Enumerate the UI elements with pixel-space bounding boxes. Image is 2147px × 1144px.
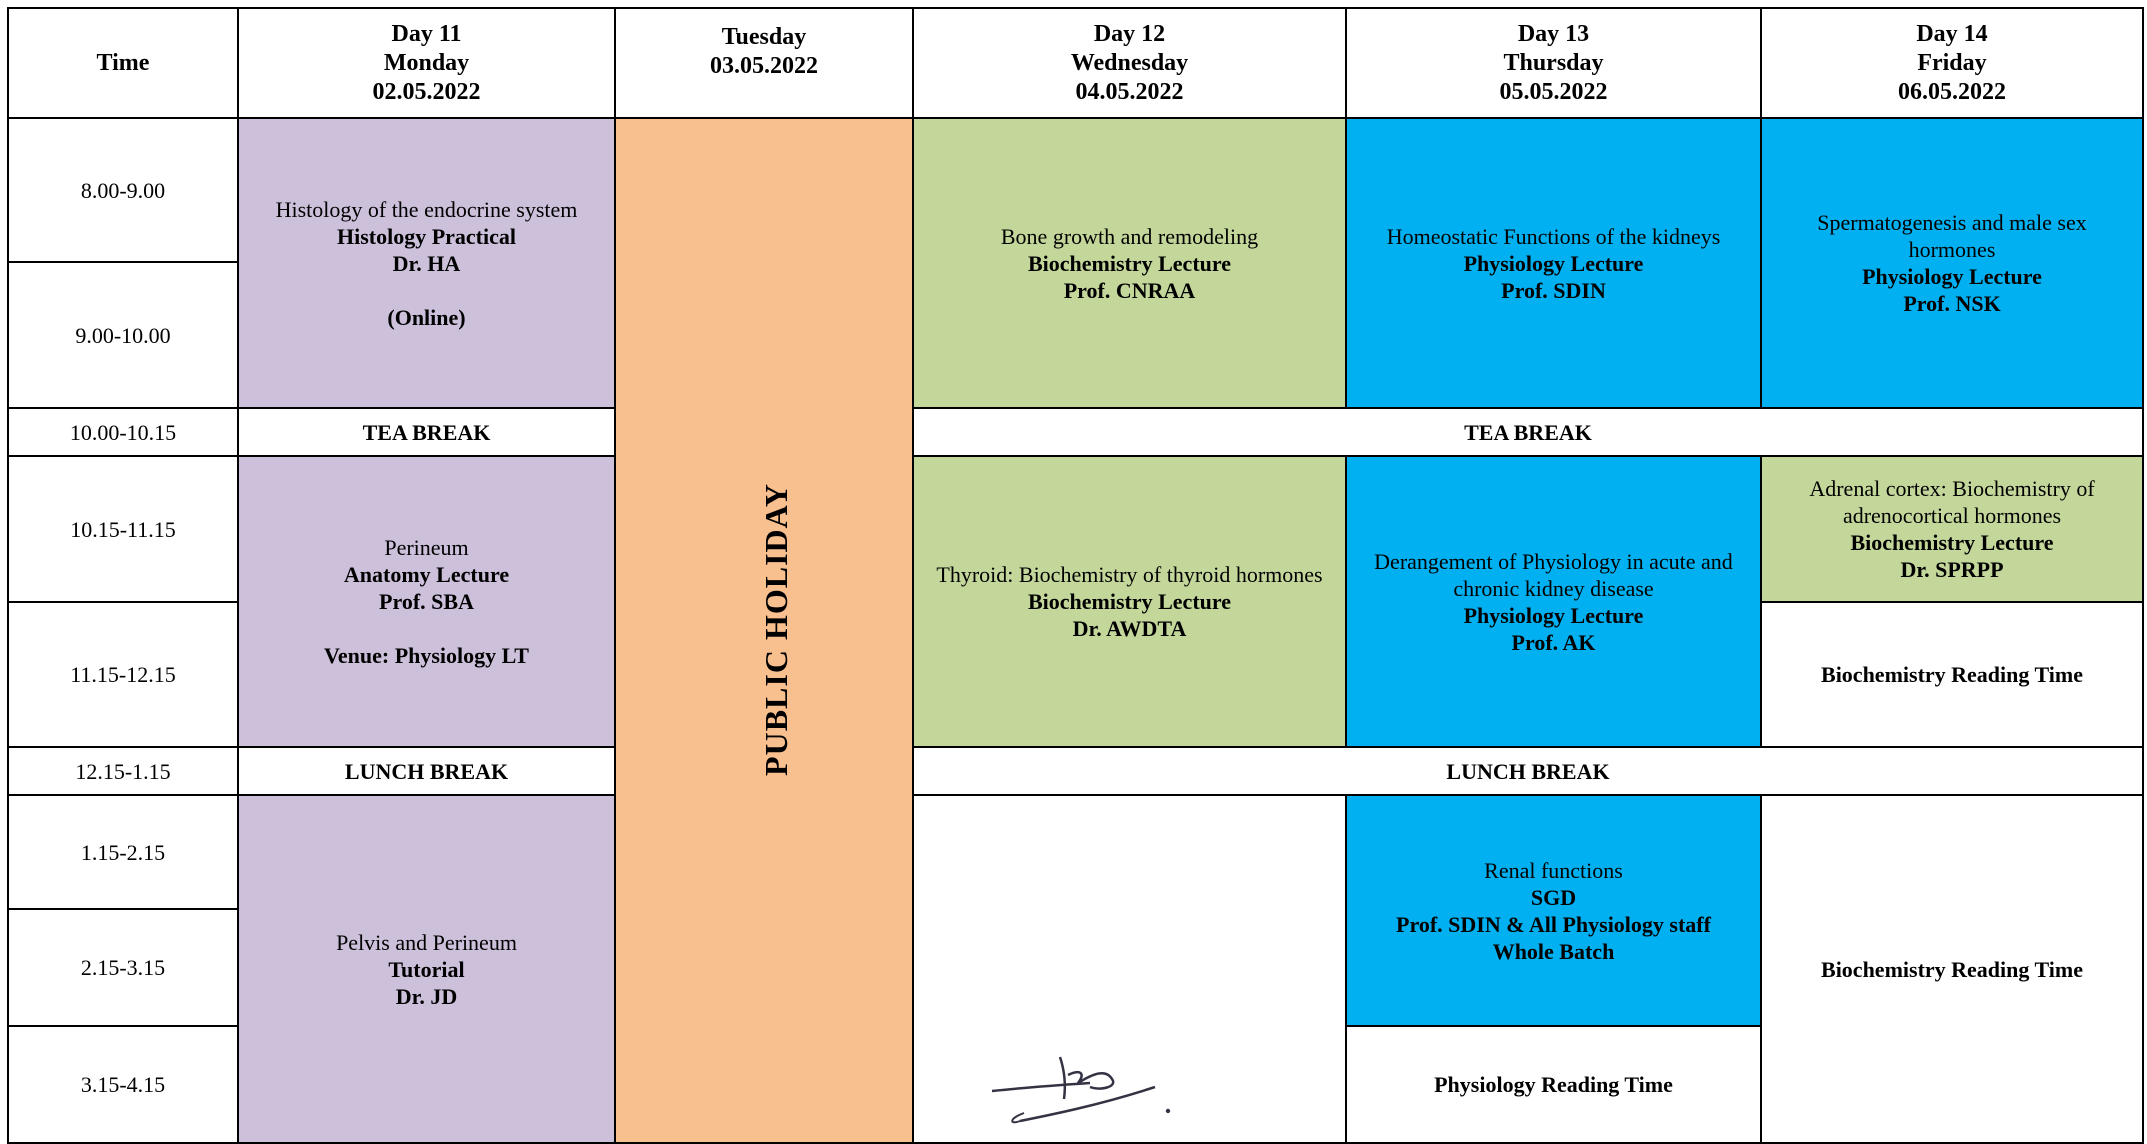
date: 02.05.2022: [372, 78, 481, 105]
time-slot: 10.00-10.15: [8, 408, 238, 456]
session-fri-3: Biochemistry Reading Time: [1761, 602, 2143, 747]
session-lecturer: Dr. SPRPP: [1900, 557, 2004, 582]
session-type: Physiology Lecture: [1862, 264, 2042, 289]
lunch-break: LUNCH BREAK: [913, 747, 2143, 795]
weekday: Wednesday: [1070, 49, 1189, 76]
time-slot: 1.15-2.15: [8, 795, 238, 909]
session-title: Adrenal cortex: Biochemistry of adrenocortical hormones: [1809, 476, 2095, 528]
timetable: [7, 7, 2144, 1144]
session-lecturer: Dr. HA: [392, 250, 461, 276]
session-type: Physiology Lecture: [1463, 602, 1644, 628]
header-wednesday: [913, 8, 1346, 118]
session-thu-4: Physiology Reading Time: [1346, 1026, 1761, 1143]
session-fri-1: [1761, 118, 2143, 408]
header-row: [8, 8, 2143, 118]
time-slot: 9.00-10.00: [8, 262, 238, 408]
session-mon-3: [238, 795, 615, 1143]
time-slot: 8.00-9.00: [8, 118, 238, 262]
session-thu-3: [1346, 795, 1761, 1026]
session-title: Renal functions: [1484, 857, 1623, 883]
weekday: Friday: [1917, 49, 1987, 76]
session-title: Perineum: [384, 535, 469, 560]
time-slot: 2.15-3.15: [8, 909, 238, 1026]
session-type: Physiology Lecture: [1463, 250, 1644, 276]
session-title: Pelvis and Perineum: [336, 929, 517, 955]
session-type: Biochemistry Lecture: [1027, 589, 1232, 614]
date: 06.05.2022: [1898, 78, 2006, 105]
timetable-row: [8, 408, 2143, 456]
day-number: Day 12: [1093, 20, 1166, 47]
session-fri-4: Biochemistry Reading Time: [1761, 795, 2143, 1143]
public-holiday-label: PUBLIC HOLIDAY: [757, 482, 794, 776]
time-header: Time: [8, 8, 238, 118]
session-wed-2: [913, 456, 1346, 747]
day-number: Day 11: [391, 20, 462, 47]
timetable-row: [8, 456, 2143, 602]
session-title: Spermatogenesis and male sex hormones: [1817, 210, 2087, 262]
weekday: Thursday: [1503, 49, 1604, 76]
tea-break: TEA BREAK: [913, 408, 2143, 456]
session-mon-2: [238, 456, 615, 747]
header-monday: [238, 8, 615, 118]
session-fri-2: [1761, 456, 2143, 602]
session-lecturer: Prof. SBA: [379, 589, 474, 614]
session-lecturer: Dr. AWDTA: [1072, 616, 1187, 641]
session-note: (Online): [387, 304, 466, 330]
date: 04.05.2022: [1075, 78, 1184, 105]
header-friday: [1761, 8, 2143, 118]
session-title: Thyroid: Biochemistry of thyroid hormones: [936, 562, 1323, 587]
day-number: Day 14: [1916, 20, 1988, 47]
day-number: Day 13: [1517, 20, 1590, 47]
date: 03.05.2022: [710, 53, 818, 79]
header-thursday: [1346, 8, 1761, 118]
time-slot: 11.15-12.15: [8, 602, 238, 747]
session-lecturer: Dr. JD: [395, 983, 458, 1009]
timetable-row: [8, 795, 2143, 909]
session-type: Anatomy Lecture: [343, 562, 510, 587]
date: 05.05.2022: [1499, 78, 1608, 105]
lunch-break-monday: LUNCH BREAK: [238, 747, 615, 795]
signature-icon: [990, 1039, 1190, 1134]
session-type: SGD: [1530, 884, 1577, 910]
session-venue: Venue: Physiology LT: [324, 643, 529, 668]
session-thu-1: [1346, 118, 1761, 408]
time-slot: 3.15-4.15: [8, 1026, 238, 1143]
session-title: Histology of the endocrine system: [275, 196, 578, 222]
session-type: Biochemistry Lecture: [1027, 250, 1232, 276]
timetable-row: [8, 118, 2143, 262]
session-title: Homeostatic Functions of the kidneys: [1386, 223, 1721, 249]
time-slot: 10.15-11.15: [8, 456, 238, 602]
wednesday-afternoon-empty: [913, 795, 1346, 1143]
weekday: Monday: [383, 49, 470, 76]
session-type: Biochemistry Lecture: [1850, 530, 2054, 555]
session-title: Derangement of Physiology in acute and chronic kidney disease: [1374, 548, 1733, 601]
public-holiday-cell: [615, 118, 913, 1143]
timetable-row: [8, 747, 2143, 795]
session-thu-2: [1346, 456, 1761, 747]
session-lecturer: Prof. CNRAA: [1063, 277, 1196, 303]
session-type: Tutorial: [388, 956, 465, 982]
weekday: Tuesday: [721, 24, 807, 50]
session-lecturer: Prof. SDIN: [1501, 277, 1606, 303]
session-note: Whole Batch: [1492, 938, 1615, 964]
time-slot: 12.15-1.15: [8, 747, 238, 795]
session-wed-1: [913, 118, 1346, 408]
session-lecturer: Prof. SDIN & All Physiology staff: [1396, 911, 1711, 937]
header-tuesday: [615, 8, 913, 118]
tea-break-monday: TEA BREAK: [238, 408, 615, 456]
session-lecturer: Prof. NSK: [1903, 291, 2001, 316]
session-mon-1: [238, 118, 615, 408]
session-lecturer: Prof. AK: [1511, 629, 1596, 655]
session-type: Histology Practical: [336, 223, 516, 249]
session-title: Bone growth and remodeling: [1000, 223, 1259, 249]
